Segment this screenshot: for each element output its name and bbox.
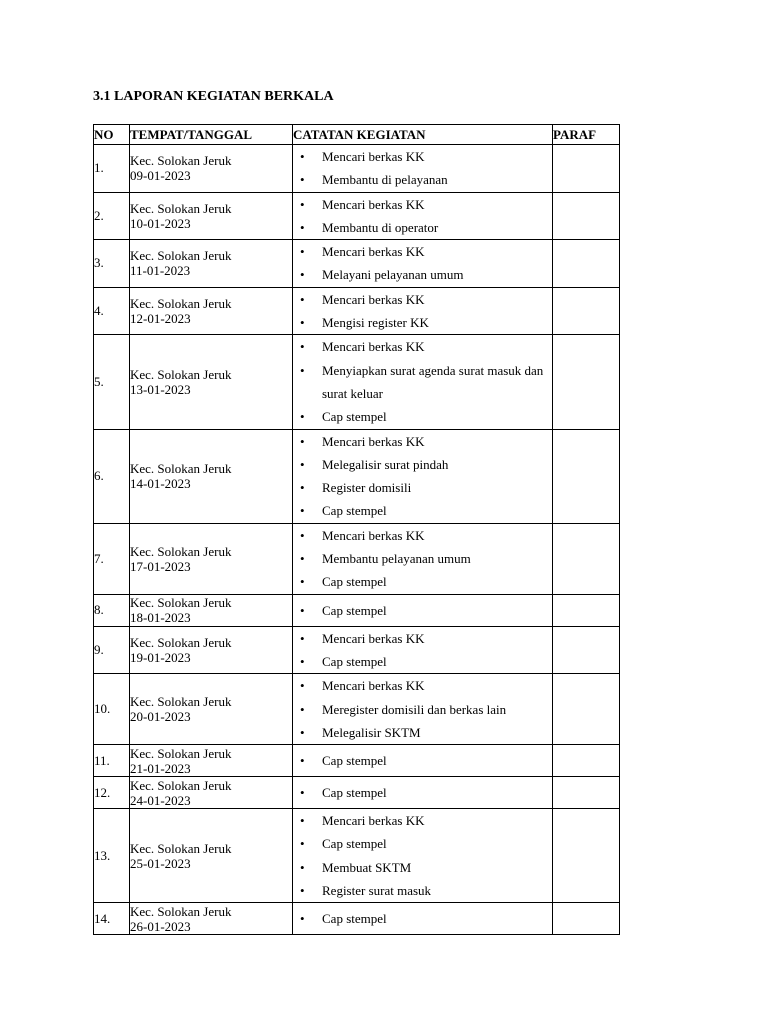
row-number: 10. <box>94 674 130 745</box>
activity-item: • Mencari berkas KK <box>293 674 552 697</box>
activity-item: • Register domisili <box>293 476 552 499</box>
header-catatan-kegiatan: CATATAN KEGIATAN <box>293 125 553 145</box>
row-date: 26-01-2023 <box>130 918 191 934</box>
row-number: 8. <box>94 594 130 626</box>
row-number: 14. <box>94 903 130 935</box>
row-place: Kec. Solokan Jeruk <box>130 248 232 264</box>
activity-item: • Cap stempel <box>293 570 552 593</box>
row-place: Kec. Solokan Jeruk <box>130 903 232 919</box>
row-paraf-cell <box>553 240 620 288</box>
row-place: Kec. Solokan Jeruk <box>130 200 232 216</box>
activity-item: • Mengisi register KK <box>293 311 552 334</box>
row-activities <box>293 335 553 429</box>
row-activities <box>293 626 553 674</box>
table-row <box>94 335 620 429</box>
activity-list <box>293 193 552 240</box>
row-number: 2. <box>94 192 130 240</box>
row-date: 09-01-2023 <box>130 168 191 184</box>
row-date: 17-01-2023 <box>130 558 191 574</box>
row-number: 13. <box>94 809 130 903</box>
activity-list <box>293 335 552 428</box>
row-paraf-cell <box>553 523 620 594</box>
table-row <box>94 240 620 288</box>
row-number: 7. <box>94 523 130 594</box>
activity-item: • Membantu di operator <box>293 216 552 239</box>
row-activities <box>293 240 553 288</box>
activity-list <box>293 907 552 930</box>
row-place-date <box>130 240 293 288</box>
row-place: Kec. Solokan Jeruk <box>130 296 232 312</box>
header-tempat-tanggal: TEMPAT/TANGGAL <box>130 125 293 145</box>
row-paraf-cell <box>553 809 620 903</box>
row-activities <box>293 145 553 193</box>
table-row <box>94 745 620 777</box>
activity-item: • Menyiapkan surat agenda surat masuk dan surat keluar <box>293 359 552 406</box>
row-date: 13-01-2023 <box>130 381 191 397</box>
table-row <box>94 429 620 523</box>
row-paraf-cell <box>553 145 620 193</box>
table-row <box>94 523 620 594</box>
table-row <box>94 809 620 903</box>
row-number: 3. <box>94 240 130 288</box>
row-paraf-cell <box>553 594 620 626</box>
row-date: 12-01-2023 <box>130 311 191 327</box>
row-place-date <box>130 335 293 429</box>
row-number: 6. <box>94 429 130 523</box>
row-paraf-cell <box>553 429 620 523</box>
activity-list <box>293 674 552 744</box>
header-no: NO <box>94 125 130 145</box>
activity-item: • Cap stempel <box>293 907 552 930</box>
row-place-date <box>130 145 293 193</box>
activity-item: • Mencari berkas KK <box>293 288 552 311</box>
row-place-date <box>130 594 293 626</box>
row-place-date <box>130 903 293 935</box>
activity-item: • Mencari berkas KK <box>293 193 552 216</box>
row-date: 25-01-2023 <box>130 855 191 871</box>
row-place-date <box>130 192 293 240</box>
row-place-date <box>130 523 293 594</box>
table-row <box>94 674 620 745</box>
row-paraf-cell <box>553 777 620 809</box>
activity-item: • Mencari berkas KK <box>293 240 552 263</box>
activity-item: • Melegalisir surat pindah <box>293 453 552 476</box>
table-row <box>94 903 620 935</box>
row-place: Kec. Solokan Jeruk <box>130 634 232 650</box>
activity-list <box>293 430 552 523</box>
row-paraf-cell <box>553 674 620 745</box>
row-number: 5. <box>94 335 130 429</box>
activity-item: • Cap stempel <box>293 405 552 428</box>
table-header-row <box>94 125 620 145</box>
row-paraf-cell <box>553 626 620 674</box>
activity-item: • Melayani pelayanan umum <box>293 263 552 286</box>
activity-item: • Membantu pelayanan umum <box>293 547 552 570</box>
row-number: 9. <box>94 626 130 674</box>
activity-item: • Cap stempel <box>293 650 552 673</box>
row-place: Kec. Solokan Jeruk <box>130 366 232 382</box>
row-place: Kec. Solokan Jeruk <box>130 543 232 559</box>
row-date: 21-01-2023 <box>130 760 191 776</box>
report-title: 3.1 LAPORAN KEGIATAN BERKALA <box>93 89 334 104</box>
activity-item: • Mencari berkas KK <box>293 627 552 650</box>
row-place: Kec. Solokan Jeruk <box>130 840 232 856</box>
row-number: 11. <box>94 745 130 777</box>
activity-item: • Cap stempel <box>293 832 552 855</box>
row-place: Kec. Solokan Jeruk <box>130 745 232 761</box>
row-activities <box>293 809 553 903</box>
row-activities <box>293 745 553 777</box>
row-place-date <box>130 429 293 523</box>
table-row <box>94 594 620 626</box>
activity-item: • Mencari berkas KK <box>293 145 552 168</box>
activity-list <box>293 524 552 594</box>
row-place: Kec. Solokan Jeruk <box>130 595 232 611</box>
row-place-date <box>130 745 293 777</box>
activity-item: • Mencari berkas KK <box>293 430 552 453</box>
row-paraf-cell <box>553 903 620 935</box>
row-activities <box>293 287 553 335</box>
activity-list <box>293 288 552 335</box>
row-number: 12. <box>94 777 130 809</box>
activity-item: • Mencari berkas KK <box>293 335 552 358</box>
row-number: 4. <box>94 287 130 335</box>
activity-list <box>293 599 552 622</box>
activity-item: • Cap stempel <box>293 599 552 622</box>
activity-list <box>293 809 552 902</box>
row-date: 20-01-2023 <box>130 709 191 725</box>
row-activities <box>293 429 553 523</box>
row-paraf-cell <box>553 745 620 777</box>
row-date: 11-01-2023 <box>130 263 191 279</box>
row-date: 24-01-2023 <box>130 792 191 808</box>
row-place-date <box>130 674 293 745</box>
activity-item: • Cap stempel <box>293 781 552 804</box>
row-activities <box>293 777 553 809</box>
row-number: 1. <box>94 145 130 193</box>
row-paraf-cell <box>553 335 620 429</box>
row-activities <box>293 674 553 745</box>
table-row <box>94 626 620 674</box>
activity-item: • Cap stempel <box>293 499 552 522</box>
row-place: Kec. Solokan Jeruk <box>130 777 232 793</box>
row-place: Kec. Solokan Jeruk <box>130 461 232 477</box>
table-row <box>94 192 620 240</box>
row-activities <box>293 594 553 626</box>
row-date: 19-01-2023 <box>130 649 191 665</box>
activity-item: • Membuat SKTM <box>293 856 552 879</box>
activity-item: • Mencari berkas KK <box>293 809 552 832</box>
row-place: Kec. Solokan Jeruk <box>130 153 232 169</box>
row-place-date <box>130 287 293 335</box>
row-activities <box>293 523 553 594</box>
table-row <box>94 777 620 809</box>
activity-item: • Mencari berkas KK <box>293 524 552 547</box>
activity-report-table <box>93 124 620 935</box>
activity-list <box>293 240 552 287</box>
activity-list <box>293 145 552 192</box>
activity-item: • Meregister domisili dan berkas lain <box>293 698 552 721</box>
row-activities <box>293 903 553 935</box>
activity-item: • Melegalisir SKTM <box>293 721 552 744</box>
row-paraf-cell <box>553 287 620 335</box>
row-place-date <box>130 626 293 674</box>
activity-list <box>293 781 552 804</box>
row-place: Kec. Solokan Jeruk <box>130 694 232 710</box>
activity-list <box>293 749 552 772</box>
row-paraf-cell <box>553 192 620 240</box>
row-date: 10-01-2023 <box>130 215 191 231</box>
table-row <box>94 287 620 335</box>
row-place-date <box>130 809 293 903</box>
activity-item: • Membantu di pelayanan <box>293 168 552 191</box>
activity-item: • Cap stempel <box>293 749 552 772</box>
table-row <box>94 145 620 193</box>
row-date: 18-01-2023 <box>130 610 191 626</box>
header-paraf: PARAF <box>553 125 620 145</box>
row-activities <box>293 192 553 240</box>
activity-item: • Register surat masuk <box>293 879 552 902</box>
row-place-date <box>130 777 293 809</box>
activity-list <box>293 627 552 674</box>
row-date: 14-01-2023 <box>130 476 191 492</box>
